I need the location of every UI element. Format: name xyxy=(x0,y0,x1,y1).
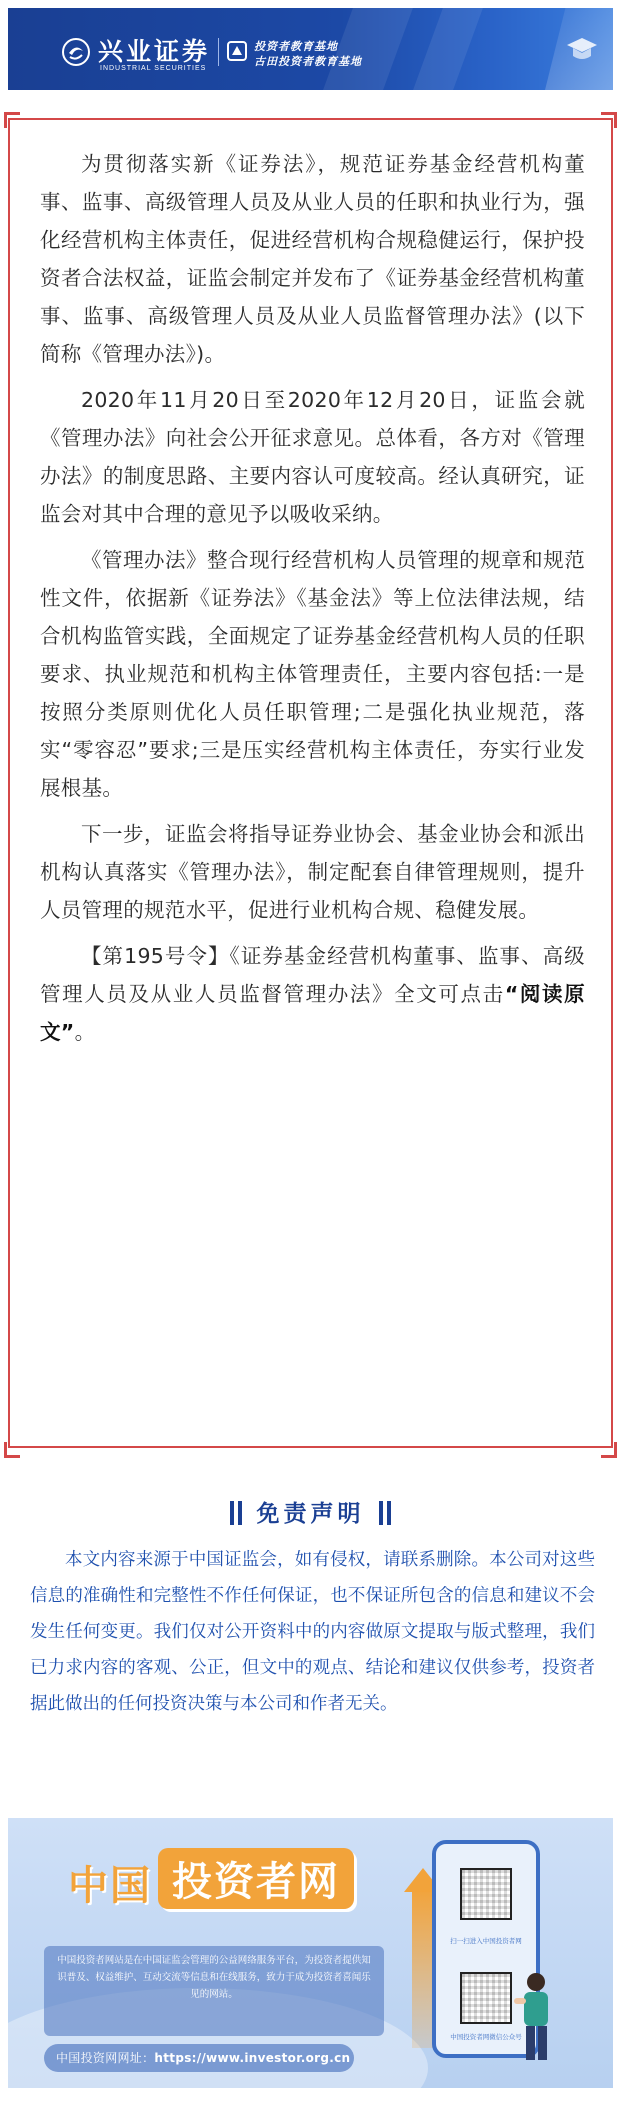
brand-name-cn: 兴业证券 xyxy=(98,37,211,66)
read-original-link[interactable]: “阅读原文” xyxy=(40,982,585,1044)
article-body xyxy=(40,145,585,1059)
disclaimer-text: 本文内容来源于中国证监会，如有侵权，请联系删除。本公司对这些信息的准确性和完整性不作任何保证，也不保证所包含的信息和建议不会发生任何变更。我们仅对公开资料中的内容做原文提取与版式整理，我们已力求内容的客观、公正，但文中的观点、结论和建议仅供参考，投资者据此做出的任何投资决策与本公司和作者无关。 xyxy=(30,1550,595,1714)
url-label: 中国投资网网址： xyxy=(56,2051,155,2065)
title-bar xyxy=(238,1501,242,1525)
banner-title-prefix: 中国 xyxy=(68,1863,152,1909)
header-banner xyxy=(8,8,613,90)
qr-code-wechat xyxy=(460,1972,512,2024)
person-illustration xyxy=(506,1968,566,2068)
brand-name-en: INDUSTRIAL SECURITIES xyxy=(100,65,207,72)
frame-corner xyxy=(601,1442,617,1458)
frame-corner xyxy=(4,112,20,128)
education-base-subtitle: 古田投资者教育基地 xyxy=(254,55,362,68)
education-base-icon xyxy=(226,40,248,62)
disclaimer-body xyxy=(30,1542,595,1722)
qr-caption-wechat: 中国投资者网微信公众号 xyxy=(450,2033,522,2041)
disclaimer-title-text: 免责声明 xyxy=(256,1500,365,1527)
article-paragraph-order xyxy=(40,937,585,1051)
growth-arrow xyxy=(412,1888,434,2048)
frame-corner xyxy=(601,112,617,128)
article-paragraph: 《管理办法》整合现行经营机构人员管理的规章和规范性文件，依据新《证券法》《基金法》等上位法律法规，结合机构监管实践，全面规定了证券基金经营机构人员的任职要求、执业规范和机构主体管理责任，主要内容包括:一是按照分类原则优化人员任职管理;二是强化执业规范，落实“零容忍”要求;三是压实经营机构主体责任，夯实行业发展根基。 xyxy=(40,548,585,800)
header-stripe xyxy=(413,8,483,90)
article-paragraph: 2020年11月20日至2020年12月20日，证监会就《管理办法》向社会公开征求意见。总体看，各方对《管理办法》的制度思路、主要内容认可度较高。经认真研究，证监会对其中合理的意见予以吸收采纳。 xyxy=(40,388,585,526)
graduation-cap-icon xyxy=(565,32,599,66)
education-base-title: 投资者教育基地 xyxy=(254,40,338,53)
header-divider xyxy=(218,38,219,66)
title-bar xyxy=(230,1501,234,1525)
title-bar xyxy=(379,1501,383,1525)
brand-logo-icon xyxy=(62,38,90,66)
disclaimer-title xyxy=(0,1495,621,1528)
order-text: 【第195号令】《证券基金经营机构董事、监事、高级管理人员及从业人员监督管理办法》全文可点击 xyxy=(40,944,585,1006)
investor-network-banner[interactable] xyxy=(8,1818,613,2088)
order-text-end: 。 xyxy=(74,1020,96,1044)
banner-url[interactable] xyxy=(56,2049,350,2066)
banner-description: 中国投资者网站是在中国证监会管理的公益网络服务平台，为投资者提供知识普及、权益维护、互动交流等信息和在线服务，致力于成为投资者喜闻乐见的网站。 xyxy=(57,1955,371,2000)
banner-title-pill: 投资者网 xyxy=(158,1848,354,1909)
qr-caption-website: 扫一扫进入中国投资者网 xyxy=(450,1937,522,1945)
article-paragraph: 为贯彻落实新《证券法》，规范证券基金经营机构董事、监事、高级管理人员及从业人员的任职和执业行为，强化经营机构主体责任，促进经营机构合规稳健运行，保护投资者合法权益，证监会制定并发布了《证券基金经营机构董事、监事、高级管理人员及从业人员监督管理办法》(以下简称《管理办法》)。 xyxy=(40,152,585,366)
article-paragraph: 下一步，证监会将指导证券业协会、基金业协会和派出机构认真落实《管理办法》，制定配套自律管理规则，提升人员管理的规范水平，促进行业机构合规、稳健发展。 xyxy=(40,822,585,922)
qr-code-website xyxy=(460,1868,512,1920)
title-bar xyxy=(387,1501,391,1525)
frame-corner xyxy=(4,1442,20,1458)
url-value[interactable]: https://www.investor.org.cn xyxy=(154,2051,351,2065)
